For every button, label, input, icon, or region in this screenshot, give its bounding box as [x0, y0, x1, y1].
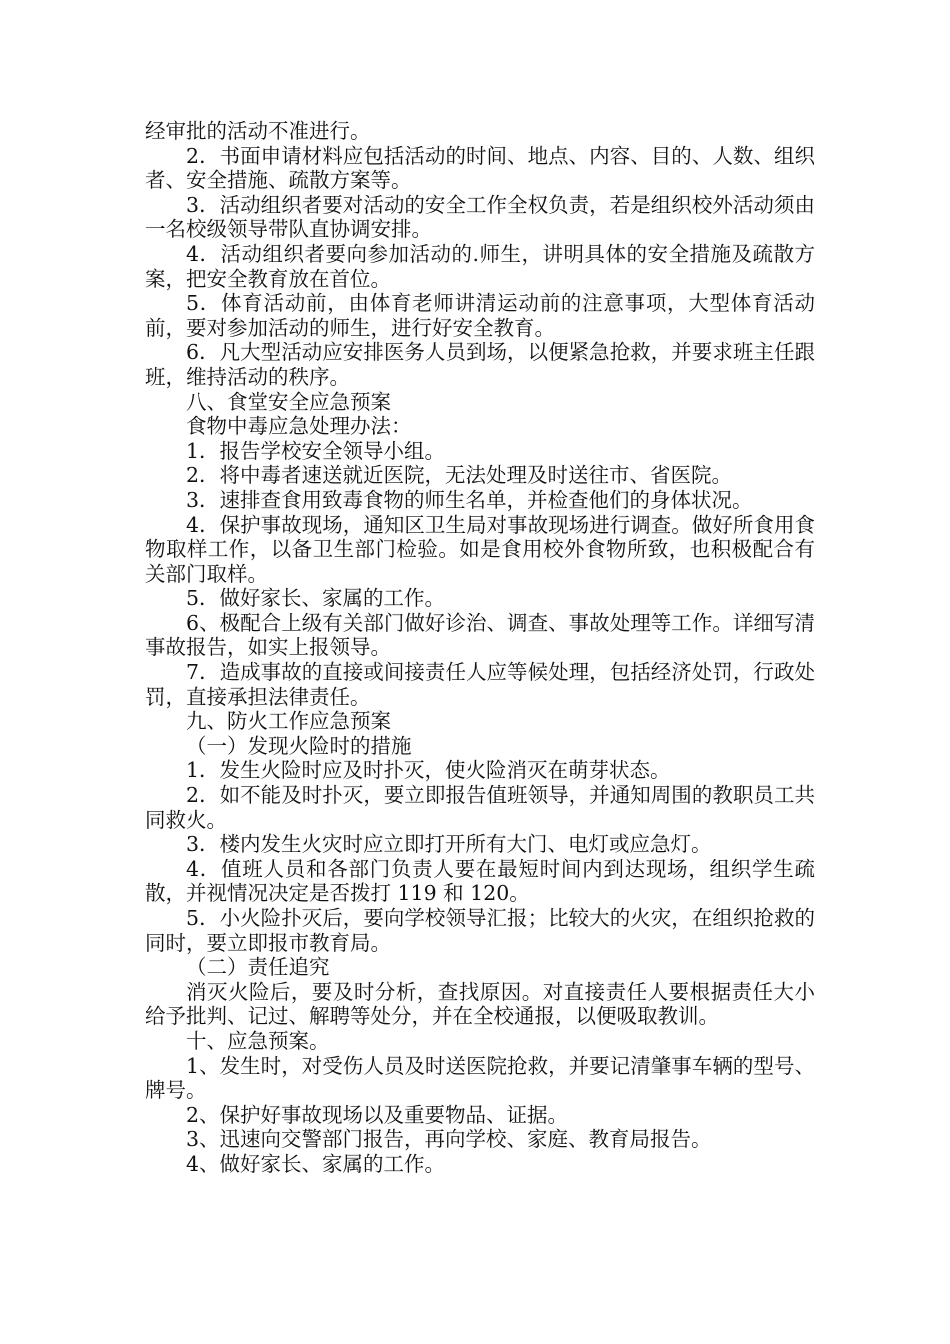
- paragraph-item-4: 4．活动组织者要向参加活动的.师生，讲明具体的安全措施及疏散方案，把安全教育放在首位。: [145, 241, 815, 291]
- paragraph-fire-1: 1．发生火险时应及时扑灭，使火险消灭在萌芽状态。: [186, 758, 671, 783]
- subheading-accountability: （二）责任追究: [186, 955, 330, 980]
- paragraph-fire-2: 2．如不能及时扑灭，要立即报告值班领导，并通知周围的教职员工共同救火。: [145, 783, 815, 832]
- section-heading-10: 十、应急预案。: [186, 1028, 330, 1053]
- paragraph-emergency-3: 3、迅速向交警部门报告，再向学校、家庭、教育局报告。: [186, 1127, 712, 1152]
- paragraph-item-5: 5．体育活动前，由体育老师讲清运动前的注意事项，大型体育活动前，要对参加活动的师生，进行好安全教育。: [145, 291, 815, 340]
- subheading-fire-measures: （一）发现火险时的措施: [186, 733, 412, 758]
- paragraph-emergency-4: 4、做好家长、家属的工作。: [186, 1151, 446, 1176]
- paragraph-fire-5: 5．小火险扑灭后，要向学校领导汇报；比较大的火灾，在组织抢救的同时，要立即报市教育局。: [145, 906, 815, 955]
- paragraph-item-2: 2．书面申请材料应包括活动的时间、地点、内容、目的、人数、组织者、安全措施、疏散方案等。: [145, 143, 815, 193]
- section-heading-9: 九、防火工作应急预案: [186, 709, 391, 734]
- paragraph-food-3: 3．速排查食用致毒食物的师生名单，并检查他们的身体状况。: [186, 487, 753, 512]
- section-heading-8: 八、食堂安全应急预案: [186, 389, 391, 414]
- document-body: [145, 119, 815, 1177]
- paragraph-continuation: 经审批的活动不准进行。: [145, 119, 371, 143]
- paragraph-emergency-1: 1、发生时，对受伤人员及时送医院抢救，并要记清肇事车辆的型号、牌号。: [145, 1053, 815, 1103]
- paragraph-food-1: 1．报告学校安全领导小组。: [186, 438, 446, 463]
- paragraph-item-6: 6．凡大型活动应安排医务人员到场，以便紧急抢救，并要求班主任跟班，维持活动的秩序。: [145, 340, 815, 389]
- paragraph-accountability: 消灭火险后，要及时分析，查找原因。对直接责任人要根据责任大小给予批判、记过、解聘等处分，并在全校通报，以便吸取教训。: [145, 979, 815, 1029]
- paragraph-emergency-2: 2、保护好事故现场以及重要物品、证据。: [186, 1102, 569, 1127]
- paragraph-food-5: 5．做好家长、家属的工作。: [186, 586, 446, 611]
- paragraph-fire-4: 4．值班人员和各部门负责人要在最短时间内到达现场，组织学生疏散，并视情况决定是否拨打 119 和 120。: [145, 856, 815, 906]
- paragraph-food-4: 4．保护事故现场，通知区卫生局对事故现场进行调查。做好所食用食物取样工作，以备卫生部门检验。如是食用校外食物所致，也积极配合有关部门取样。: [145, 512, 815, 586]
- paragraph-food-2: 2．将中毒者速送就近医院，无法处理及时送往市、省医院。: [186, 463, 733, 488]
- paragraph-food-6: 6、极配合上级有关部门做好诊治、调查、事故处理等工作。详细写清事故报告，如实上报领导。: [145, 610, 815, 660]
- paragraph-fire-3: 3．楼内发生火灾时应立即打开所有大门、电灯或应急灯。: [186, 832, 712, 857]
- paragraph-item-3: 3．活动组织者要对活动的安全工作全权负责，若是组织校外活动须由一名校级领导带队直协调安排。: [145, 192, 815, 242]
- paragraph-food-7: 7．造成事故的直接或间接责任人应等候处理，包括经济处罚，行政处罚，直接承担法律责任。: [145, 660, 815, 709]
- subheading-food-poisoning: 食物中毒应急处理办法：: [186, 414, 412, 439]
